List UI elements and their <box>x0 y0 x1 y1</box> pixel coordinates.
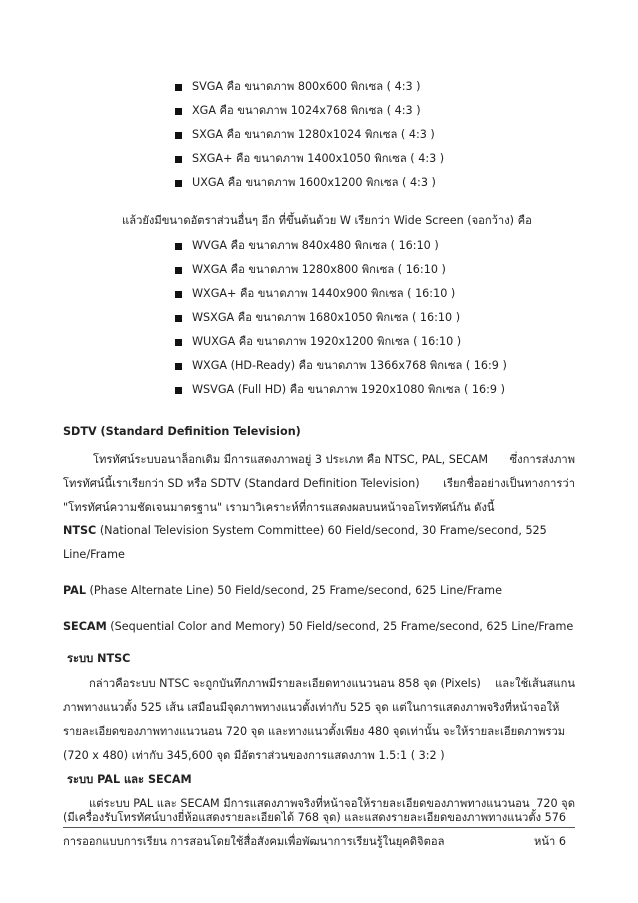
ntsc-system-heading: ระบบ NTSC <box>67 652 131 665</box>
bullet-icon <box>175 156 182 163</box>
bullet-icon <box>175 267 182 274</box>
bullet-icon <box>175 315 182 322</box>
ntsc-system-line-1: กล่าวคือระบบ NTSC จะถูกบันทึกภาพมีรายละเอียดทางแนวนอน 858 จุด (Pixels) และใช้เส้นสแกน <box>89 677 575 690</box>
pal-secam-heading: ระบบ PAL และ SECAM <box>67 773 192 786</box>
list-item: WSVGA (Full HD) คือ ขนาดภาพ 1920x1080 พิกเซล ( 16:9 ) <box>192 383 505 396</box>
ntsc-system-line-3: รายละเอียดของภาพทางแนวนอน 720 จุด และทางแนวตั้งเพียง 480 จุดเท่านั้น จะให้รายละเอียดภาพรวม <box>63 725 566 738</box>
sdtv-paragraph-line-3: "โทรทัศน์ความชัดเจนมาตรฐาน" เรามาวิเคราะห์ที่การแสดงผลบนหน้าจอโทรทัศน์กัน ดังนี้ <box>63 501 495 514</box>
ntsc-definition: NTSC (National Television System Committee) 60 Field/second, 30 Frame/second, 525 <box>63 524 547 537</box>
list-item: WXGA คือ ขนาดภาพ 1280x800 พิกเซล ( 16:10 ) <box>192 263 446 276</box>
pal-secam-line-1: แต่ระบบ PAL และ SECAM มีการแสดงภาพจริงที่หน้าจอให้รายละเอียดของภาพทางแนวนอน 720 จุด <box>89 797 575 810</box>
pal-definition: PAL (Phase Alternate Line) 50 Field/second, 25 Frame/second, 625 Line/Frame <box>63 584 502 597</box>
bullet-icon <box>175 84 182 91</box>
bullet-icon <box>175 132 182 139</box>
list-item: UXGA คือ ขนาดภาพ 1600x1200 พิกเซล ( 4:3 ) <box>192 176 436 189</box>
list-item: WVGA คือ ขนาดภาพ 840x480 พิกเซล ( 16:10 ) <box>192 239 439 252</box>
ntsc-system-line-4: (720 x 480) เท่ากับ 345,600 จุด มีอัตราส่วนของการแสดงภาพ 1.5:1 ( 3:2 ) <box>63 749 445 762</box>
footer-rule <box>63 827 575 828</box>
list-item: SXGA คือ ขนาดภาพ 1280x1024 พิกเซล ( 4:3 ) <box>192 128 435 141</box>
sdtv-paragraph-line-1: โทรทัศน์ระบบอนาล็อกเดิม มีการแสดงภาพอยู่ 3 ประเภท คือ NTSC, PAL, SECAM ซึ่งการส่งภาพ <box>93 453 575 466</box>
bullet-icon <box>175 339 182 346</box>
list-item: WSXGA คือ ขนาดภาพ 1680x1050 พิกเซล ( 16:10 ) <box>192 311 461 324</box>
list-item: SXGA+ คือ ขนาดภาพ 1400x1050 พิกเซล ( 4:3 ) <box>192 152 445 165</box>
sdtv-heading: SDTV (Standard Definition Television) <box>63 425 301 438</box>
bullet-icon <box>175 387 182 394</box>
list-item: XGA คือ ขนาดภาพ 1024x768 พิกเซล ( 4:3 ) <box>192 104 421 117</box>
list-item: WXGA (HD-Ready) คือ ขนาดภาพ 1366x768 พิกเซล ( 16:9 ) <box>192 359 507 372</box>
secam-definition: SECAM (Sequential Color and Memory) 50 Field/second, 25 Frame/second, 625 Line/Frame <box>63 620 574 633</box>
sdtv-paragraph-line-2: โทรทัศน์นี้เราเรียกว่า SD หรือ SDTV (Standard Definition Television) เรียกชื่ออย่างเป็นทางการว่า <box>63 477 575 490</box>
bullet-icon <box>175 108 182 115</box>
footer-title: การออกแบบการเรียน การสอนโดยใช้สื่อสังคมเพื่อพัฒนาการเรียนรู้ในยุคดิจิตอล <box>63 835 445 848</box>
list-item: WXGA+ คือ ขนาดภาพ 1440x900 พิกเซล ( 16:10 ) <box>192 287 456 300</box>
ntsc-definition-cont: Line/Frame <box>63 548 125 561</box>
widescreen-intro: แล้วยังมีขนาดอัตราส่วนอื่นๆ อีก ที่ขึ้นต้นด้วย W เรียกว่า Wide Screen (จอกว้าง) คือ <box>122 214 532 227</box>
list-item: WUXGA คือ ขนาดภาพ 1920x1200 พิกเซล ( 16:10 ) <box>192 335 462 348</box>
bullet-icon <box>175 180 182 187</box>
page-number: หน้า 6 <box>534 835 566 848</box>
pal-secam-line-2: (มีเครื่องรับโทรทัศน์บางยี่ห้อแสดงรายละเอียดได้ 768 จุด) และแสดงรายละเอียดของภาพทางแนวตั้ง 576 <box>63 811 566 824</box>
bullet-icon <box>175 363 182 370</box>
ntsc-system-line-2: ภาพทางแนวตั้ง 525 เส้น เสมือนมีจุดภาพทางแนวตั้งเท่ากับ 525 จุด แต่ในการแสดงภาพจริงที่หน้าจอให้ <box>63 701 560 714</box>
bullet-icon <box>175 243 182 250</box>
list-item: SVGA คือ ขนาดภาพ 800x600 พิกเซล ( 4:3 ) <box>192 80 421 93</box>
bullet-icon <box>175 291 182 298</box>
